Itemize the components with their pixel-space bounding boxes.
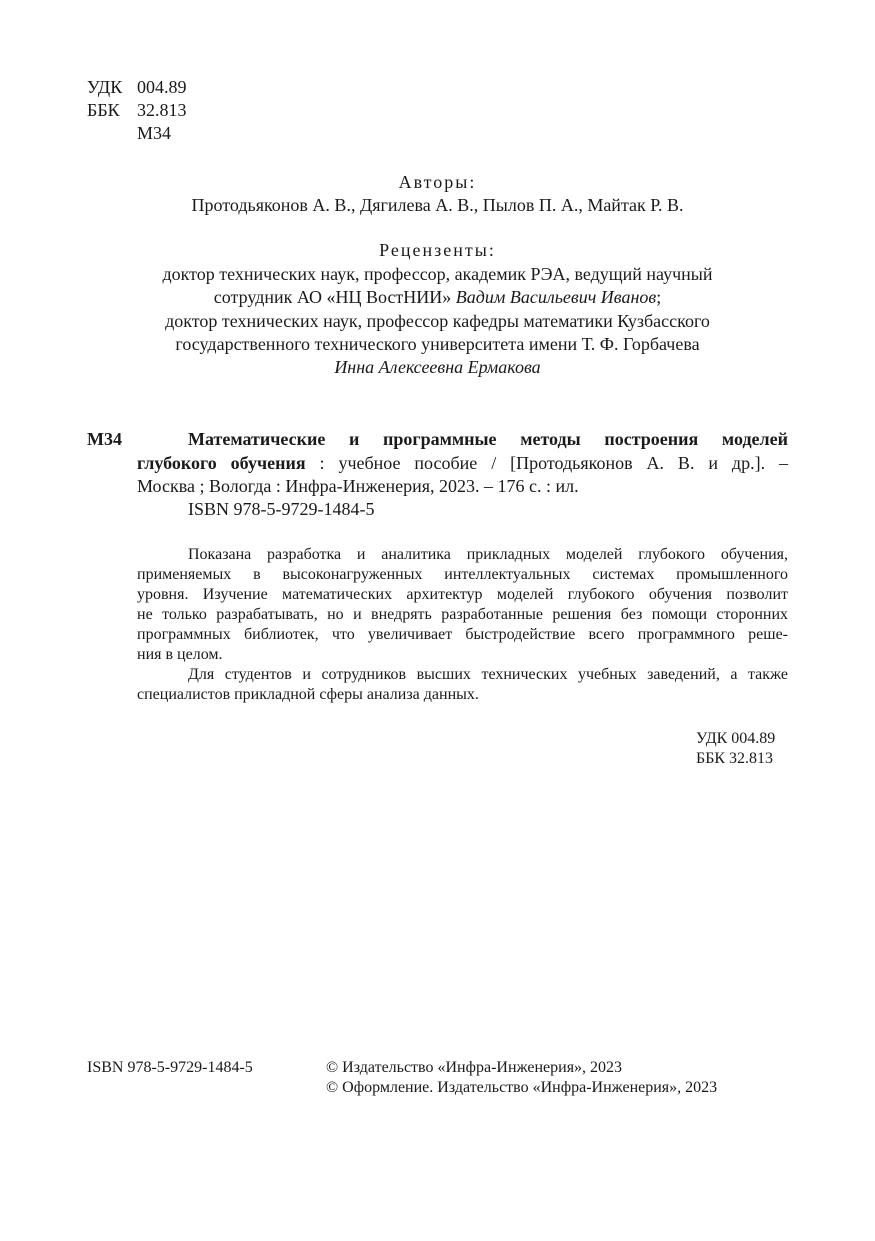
- authors-names: Протодьяконов А. В., Дягилева А. В., Пылов П. А., Майтак Р. В.: [191, 195, 684, 215]
- copyright-publisher: © Издательство «Инфра-Инженерия», 2023: [326, 1059, 623, 1076]
- footer-isbn: ISBN 978-5-9729-1484-5: [87, 1059, 253, 1076]
- udk-line: [87, 76, 187, 99]
- audience-line-last: специалистов прикладной сферы анализа данных.: [137, 686, 479, 703]
- udk-right: УДК 004.89: [696, 730, 776, 747]
- reviewer1-affiliation: сотрудник АО «НЦ ВостНИИ»: [213, 287, 452, 307]
- reviewer2-line1: доктор технических наук, профессор кафедры математики Кузбасского: [165, 311, 710, 331]
- bbk-right: ББК 32.813: [696, 750, 774, 767]
- bbk-line: [87, 99, 187, 122]
- authors-heading: Авторы:: [398, 172, 477, 192]
- annotation-line: Показана разработка и аналитика прикладных моделей глубокого обучения,: [188, 546, 788, 563]
- bib-mark: М34: [87, 429, 122, 449]
- audience-line: Для студентов и сотрудников высших технических учебных заведений, а также: [188, 666, 788, 683]
- reviewer2-name: Инна Алексеевна Ермакова: [334, 357, 541, 377]
- bib-title-line1: Математические и программные методы построения моделей: [188, 429, 788, 449]
- reviewer2-line2: государственного технического университета имени Т. Ф. Горбачева: [175, 334, 700, 354]
- reviewer1-separator: ;: [656, 287, 662, 307]
- udk-value: 004.89: [137, 77, 187, 97]
- copyright-design: © Оформление. Издательство «Инфра-Инженерия», 2023: [326, 1079, 718, 1096]
- bib-responsibility: : учебное пособие / [Протодьяконов А. В. и др.]. –: [305, 453, 788, 473]
- bib-title-line2: [137, 452, 788, 475]
- bib-isbn: ISBN 978-5-9729-1484-5: [188, 499, 375, 519]
- reviewer1-line1: доктор технических наук, профессор, академик РЭА, ведущий научный: [162, 264, 713, 284]
- reviewer1-name: Вадим Васильевич Иванов: [455, 287, 657, 307]
- bib-imprint: Москва ; Вологда : Инфра-Инженерия, 2023. – 176 с. : ил.: [137, 476, 579, 496]
- reviewer1-line2: [0, 286, 875, 309]
- annotation-line: уровня. Изучение математических архитектур моделей глубокого обучения позволит: [137, 586, 788, 603]
- annotation-line: программных библиотек, что увеличивает быстродействие всего программного реше-: [137, 626, 788, 643]
- bib-title-continued: глубокого обучения: [137, 453, 306, 473]
- reviewers-heading: Рецензенты:: [379, 240, 496, 260]
- annotation-line: не только разрабатывать, но и внедрять разработанные решения без помощи сторонних: [137, 606, 788, 623]
- annotation-line-last: ния в целом.: [137, 646, 223, 663]
- bbk-label: ББК: [87, 100, 120, 120]
- annotation-line: применяемых в высоконагруженных интеллектуальных системах промышленного: [137, 566, 788, 583]
- author-mark-code: М34: [137, 123, 172, 143]
- udk-label: УДК: [87, 77, 123, 97]
- bbk-value: 32.813: [137, 100, 187, 120]
